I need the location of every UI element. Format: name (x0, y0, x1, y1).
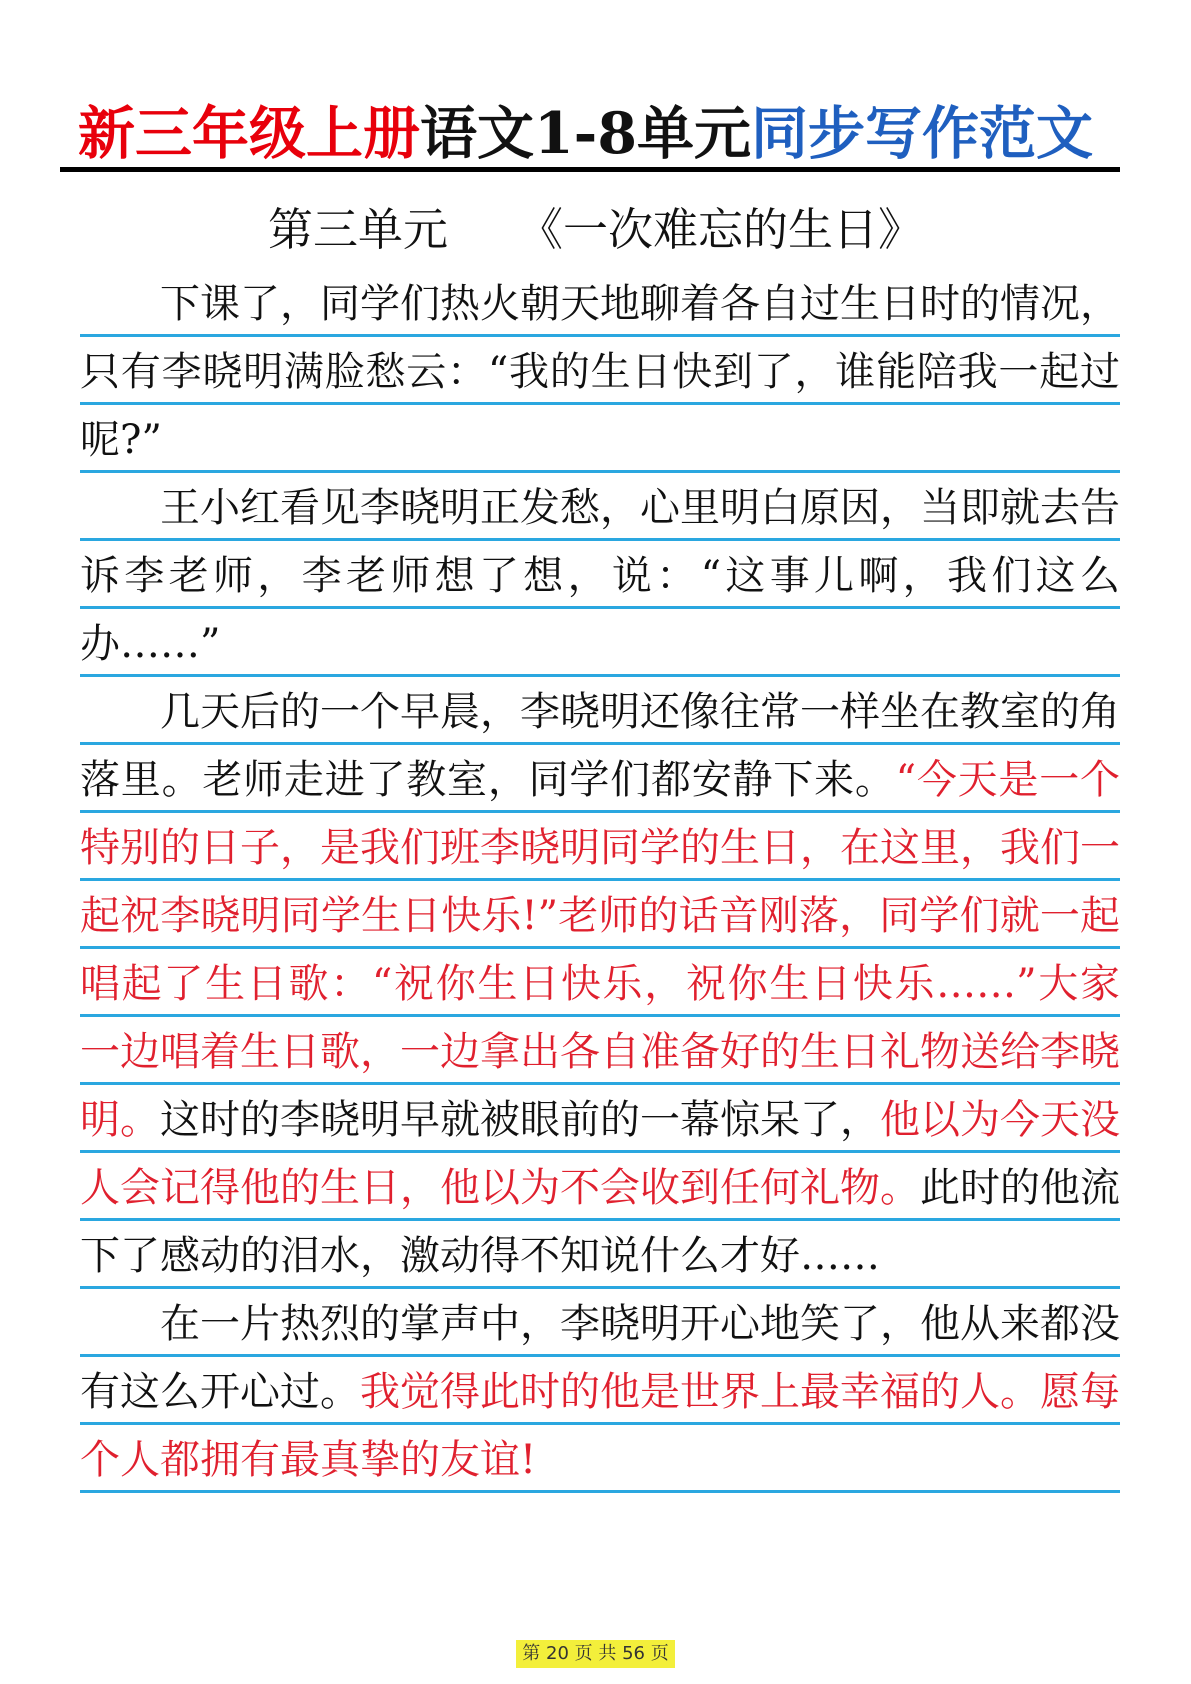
paragraph-3-text-e: 此时的他流下了感动的泪水，激动得不知说什么才好…… (80, 1165, 1120, 1279)
paragraph-3-highlight-b: “今天是一个特别的日子，是我们班李晓明同学的生日，在这里，我们一起祝李晓明同学生日快乐!”老师的话音刚落，同学们就一起唱起了生日歌：“祝你生日快乐，祝你生日快乐……”大家一边唱着生日歌，一边拿出各自准备好的生日礼物送给李晓明。 (80, 757, 1120, 1143)
paragraph-3-text-c: 这时的李晓明早就被眼前的一幕惊呆了， (160, 1097, 880, 1143)
title-red-part: 新三年级上册 (78, 100, 420, 167)
page-title (60, 96, 1120, 172)
paragraph-2 (80, 474, 1120, 678)
title-black-part: 语文1-8单元 (420, 100, 751, 167)
paragraph-3-text-a: 几天后的一个早晨，李晓明还像往常一样坐在教室的角落里。老师走进了教室，同学们都安静下来。 (80, 689, 1120, 803)
paragraph-2-text: 王小红看见李晓明正发愁，心里明白原因，当即就去告诉李老师，李老师想了想，说：“这事儿啊，我们这么办……” (80, 485, 1120, 667)
title-blue-part: 同步写作范文 (750, 100, 1093, 167)
paragraph-1-text: 下课了，同学们热火朝天地聊着各自过生日时的情况，只有李晓明满脸愁云：“我的生日快到了，谁能陪我一起过呢?” (80, 281, 1120, 463)
page-footer (0, 1640, 1191, 1668)
paragraph-4-highlight-b: 我觉得此时的他是世界上最幸福的人。愿每个人都拥有最真挚的友谊! (80, 1369, 1120, 1483)
paragraph-3 (80, 678, 1120, 1290)
essay-body (80, 270, 1120, 1494)
paragraph-3-highlight-d: 他以为今天没人会记得他的生日，他以为不会收到任何礼物。 (80, 1097, 1120, 1211)
unit-label: 第三单元 (267, 203, 448, 256)
essay-title: 《一次难忘的生日》 (518, 203, 924, 256)
paragraph-4 (80, 1290, 1120, 1494)
essay-heading (0, 200, 1191, 260)
paragraph-1 (80, 270, 1120, 474)
page-number-label: 第 20 页 共 56 页 (516, 1640, 674, 1668)
paragraph-4-text-a: 在一片热烈的掌声中，李晓明开心地笑了，他从来都没有这么开心过。 (80, 1301, 1120, 1415)
